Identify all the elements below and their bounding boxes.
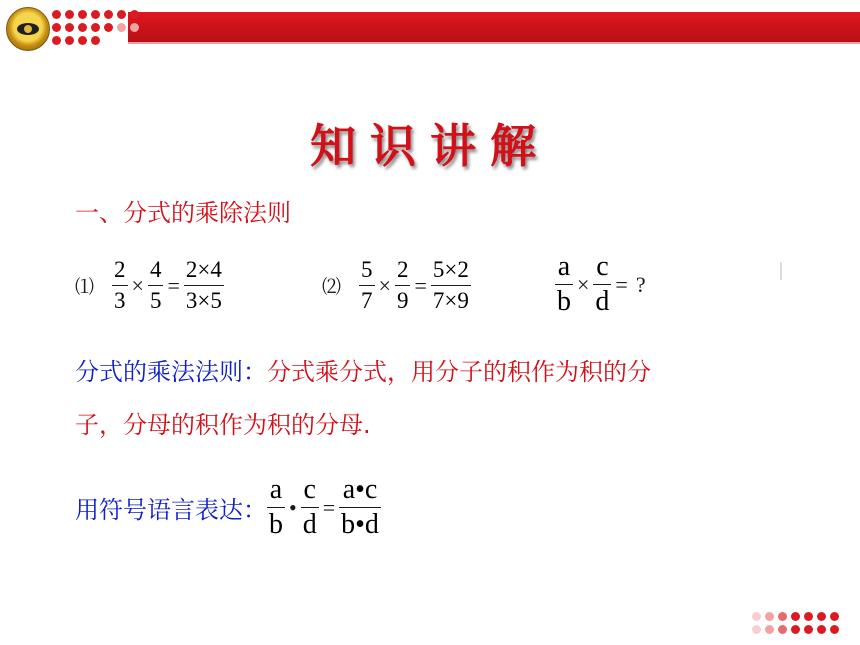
decorative-dot bbox=[765, 612, 774, 621]
decorative-dot bbox=[65, 23, 74, 32]
decorative-dot bbox=[65, 36, 74, 45]
operator: × bbox=[378, 272, 391, 298]
equals: = bbox=[615, 271, 628, 297]
question-mark: ? bbox=[635, 271, 646, 297]
decorative-dot bbox=[104, 10, 113, 19]
example-label: ⑴ bbox=[75, 277, 95, 298]
fraction bbox=[395, 258, 411, 313]
fraction bbox=[555, 253, 573, 316]
decorative-dot bbox=[830, 625, 839, 634]
symbolic-expression bbox=[75, 476, 381, 539]
decorative-dots-bottom bbox=[752, 612, 841, 636]
operator: × bbox=[577, 271, 590, 297]
decorative-dot bbox=[778, 625, 787, 634]
section-heading: 一、分式的乘除法则 bbox=[75, 199, 291, 227]
decorative-dot bbox=[778, 612, 787, 621]
decorative-dot bbox=[52, 10, 61, 19]
fraction bbox=[267, 476, 285, 539]
fraction-result bbox=[184, 258, 224, 313]
header-line bbox=[128, 42, 860, 44]
eye-icon bbox=[17, 23, 39, 35]
denominator: d bbox=[595, 286, 610, 317]
numerator: a bbox=[557, 251, 571, 282]
decorative-dot bbox=[804, 625, 813, 634]
decorative-dot bbox=[52, 23, 61, 32]
decorative-dot bbox=[791, 625, 800, 634]
example-1 bbox=[75, 258, 224, 313]
numerator: 2×4 bbox=[185, 257, 222, 282]
decorative-dot bbox=[830, 612, 839, 621]
decorative-dot bbox=[65, 10, 74, 19]
decorative-dot bbox=[117, 23, 126, 32]
denominator: d bbox=[302, 509, 317, 540]
fraction-result bbox=[431, 258, 471, 313]
numerator: c bbox=[303, 474, 316, 505]
decorative-dot bbox=[52, 36, 61, 45]
numerator: 2 bbox=[114, 257, 126, 282]
example-3 bbox=[555, 253, 650, 316]
equals: = bbox=[167, 272, 180, 298]
rule-line-1 bbox=[75, 352, 651, 387]
example-2 bbox=[322, 258, 471, 313]
fraction bbox=[148, 258, 164, 313]
example-label: ⑵ bbox=[322, 277, 342, 298]
numerator: 5×2 bbox=[432, 257, 469, 282]
numerator: 5 bbox=[361, 257, 373, 282]
numerator: 4 bbox=[149, 257, 162, 282]
fraction-result bbox=[339, 476, 381, 539]
equals: = bbox=[322, 494, 336, 520]
decorative-dot bbox=[91, 36, 100, 45]
denominator: b•d bbox=[341, 509, 379, 540]
equals: = bbox=[414, 272, 427, 298]
page-title: 知识讲解 bbox=[310, 119, 550, 173]
denominator: 3 bbox=[114, 288, 126, 313]
denominator: 7×9 bbox=[432, 288, 469, 313]
decorative-dot bbox=[791, 612, 800, 621]
fraction bbox=[359, 258, 375, 313]
decorative-dot bbox=[91, 10, 100, 19]
decorative-dot bbox=[752, 625, 761, 634]
denominator: b bbox=[269, 509, 283, 540]
numerator: 2 bbox=[396, 257, 409, 282]
decorative-dot bbox=[765, 625, 774, 634]
decorative-dot bbox=[817, 612, 826, 621]
decorative-mark bbox=[780, 262, 782, 280]
operator: × bbox=[131, 272, 144, 298]
decorative-dot bbox=[752, 612, 761, 621]
decorative-dot bbox=[78, 36, 87, 45]
fraction bbox=[593, 253, 611, 316]
symbolic-label: 用符号语言表达： bbox=[75, 496, 267, 524]
denominator: 5 bbox=[149, 288, 162, 313]
decorative-dot bbox=[117, 10, 126, 19]
decorative-dot bbox=[130, 10, 139, 19]
decorative-dot bbox=[804, 612, 813, 621]
decorative-dot bbox=[817, 625, 826, 634]
decorative-dot bbox=[104, 23, 113, 32]
decorative-dot bbox=[91, 23, 100, 32]
denominator: 7 bbox=[361, 288, 373, 313]
logo bbox=[6, 7, 50, 51]
rule-label: 分式的乘法法则： bbox=[75, 358, 267, 386]
operator: • bbox=[289, 494, 297, 520]
rule-text-1: 分式乘分式，用分子的积作为积的分 bbox=[267, 358, 651, 386]
header-bar bbox=[128, 12, 860, 42]
rule-text-2: 子，分母的积作为积的分母. bbox=[75, 411, 371, 439]
denominator: 9 bbox=[396, 288, 409, 313]
decorative-dot bbox=[78, 10, 87, 19]
denominator: 3×5 bbox=[185, 288, 222, 313]
fraction bbox=[112, 258, 128, 313]
decorative-dots-top bbox=[52, 10, 141, 47]
numerator: a•c bbox=[342, 474, 378, 505]
fraction bbox=[301, 476, 319, 539]
numerator: a bbox=[269, 474, 283, 505]
decorative-dot bbox=[130, 23, 139, 32]
denominator: b bbox=[557, 286, 571, 317]
numerator: c bbox=[596, 251, 609, 282]
decorative-dot bbox=[78, 23, 87, 32]
